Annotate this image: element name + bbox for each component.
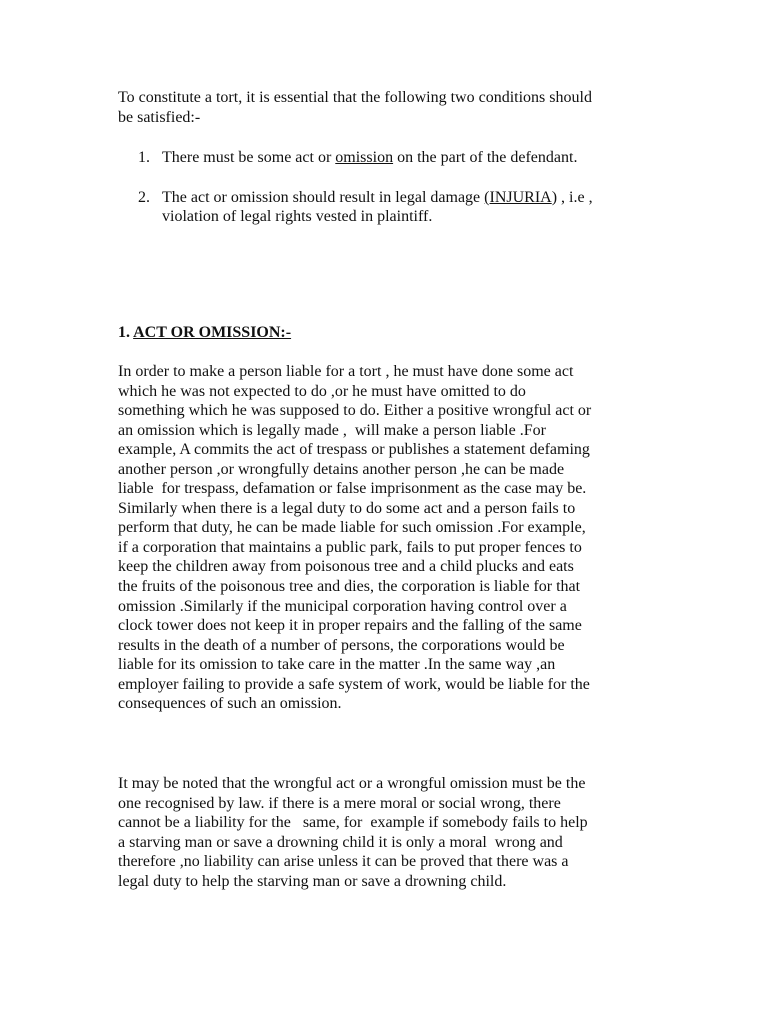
intro-line: be satisfied:- xyxy=(118,108,201,126)
section-title: ACT OR OMISSION:- xyxy=(133,324,292,341)
condition-text: The act or omission should result in legal damage xyxy=(162,188,485,206)
paragraph-line: perform that duty, he can be made liable for such omission .For example, xyxy=(118,519,586,537)
paragraph-line: employer failing to provide a safe system of work, would be liable for the xyxy=(118,675,590,693)
paragraph-line: liable for trespass, defamation or false imprisonment as the case may be. xyxy=(118,480,587,498)
paragraph-line: In order to make a person liable for a tort , he must have done some act xyxy=(118,363,574,380)
paragraph-line: if a corporation that maintains a public park, fails to put proper fences to xyxy=(118,538,582,556)
paragraph-line: example, A commits the act of trespass or publishes a statement defaming xyxy=(118,441,590,459)
paragraph-line: keep the children away from poisonous tree and a child plucks and eats xyxy=(118,558,574,576)
paragraph-line: omission .Similarly if the municipal corporation having control over a xyxy=(118,597,567,615)
intro-line: To constitute a tort, it is essential that the following two conditions should xyxy=(118,89,592,106)
intro-paragraph xyxy=(118,88,658,127)
underlined-term: (INJURIA xyxy=(484,188,552,206)
section-number: 1. xyxy=(118,324,134,341)
underlined-term: omission xyxy=(335,149,394,166)
condition-text: violation of legal rights vested in plaintiff. xyxy=(162,208,433,226)
condition-text: There must be some act or xyxy=(162,149,336,166)
paragraph-line: It may be noted that the wrongful act or a wrongful omission must be the xyxy=(118,775,586,792)
paragraph-line: legal duty to help the starving man or save a drowning child. xyxy=(118,872,507,890)
conditions-list xyxy=(118,148,658,247)
paragraph-line: cannot be a liability for the same, for example if somebody fails to help xyxy=(118,814,588,832)
paragraph-line: therefore ,no liability can arise unless it can be proved that there was a xyxy=(118,853,569,871)
paragraph-line: another person ,or wrongfully detains another person ,he can be made xyxy=(118,460,565,478)
paragraph-line: an omission which is legally made , will make a person liable .For xyxy=(118,421,546,439)
section-heading xyxy=(118,323,291,343)
condition-text: ) , i.e , xyxy=(551,188,593,206)
body-paragraph xyxy=(118,362,663,714)
paragraph-line: Similarly when there is a legal duty to do some act and a person fails to xyxy=(118,499,576,517)
paragraph-line: consequences of such an omission. xyxy=(118,695,342,713)
condition-number: 2. xyxy=(138,188,150,206)
paragraph-line: results in the death of a number of persons, the corporations would be xyxy=(118,636,565,654)
paragraph-line: something which he was supposed to do. Either a positive wrongful act or xyxy=(118,402,592,420)
paragraph-line: a starving man or save a drowning child it is only a moral wrong and xyxy=(118,833,563,851)
body-paragraph xyxy=(118,774,663,892)
condition-item xyxy=(118,188,658,227)
condition-item xyxy=(118,148,658,168)
paragraph-line: which he was not expected to do ,or he must have omitted to do xyxy=(118,382,526,400)
paragraph-line: the fruits of the poisonous tree and dies, the corporation is liable for that xyxy=(118,578,581,596)
paragraph-line: liable for its omission to take care in the matter .In the same way ,an xyxy=(118,656,556,674)
condition-number: 1. xyxy=(138,149,150,166)
condition-text: on the part of the defendant. xyxy=(393,149,578,166)
paragraph-line: one recognised by law. if there is a mere moral or social wrong, there xyxy=(118,794,561,812)
paragraph-line: clock tower does not keep it in proper repairs and the falling of the same xyxy=(118,617,582,635)
